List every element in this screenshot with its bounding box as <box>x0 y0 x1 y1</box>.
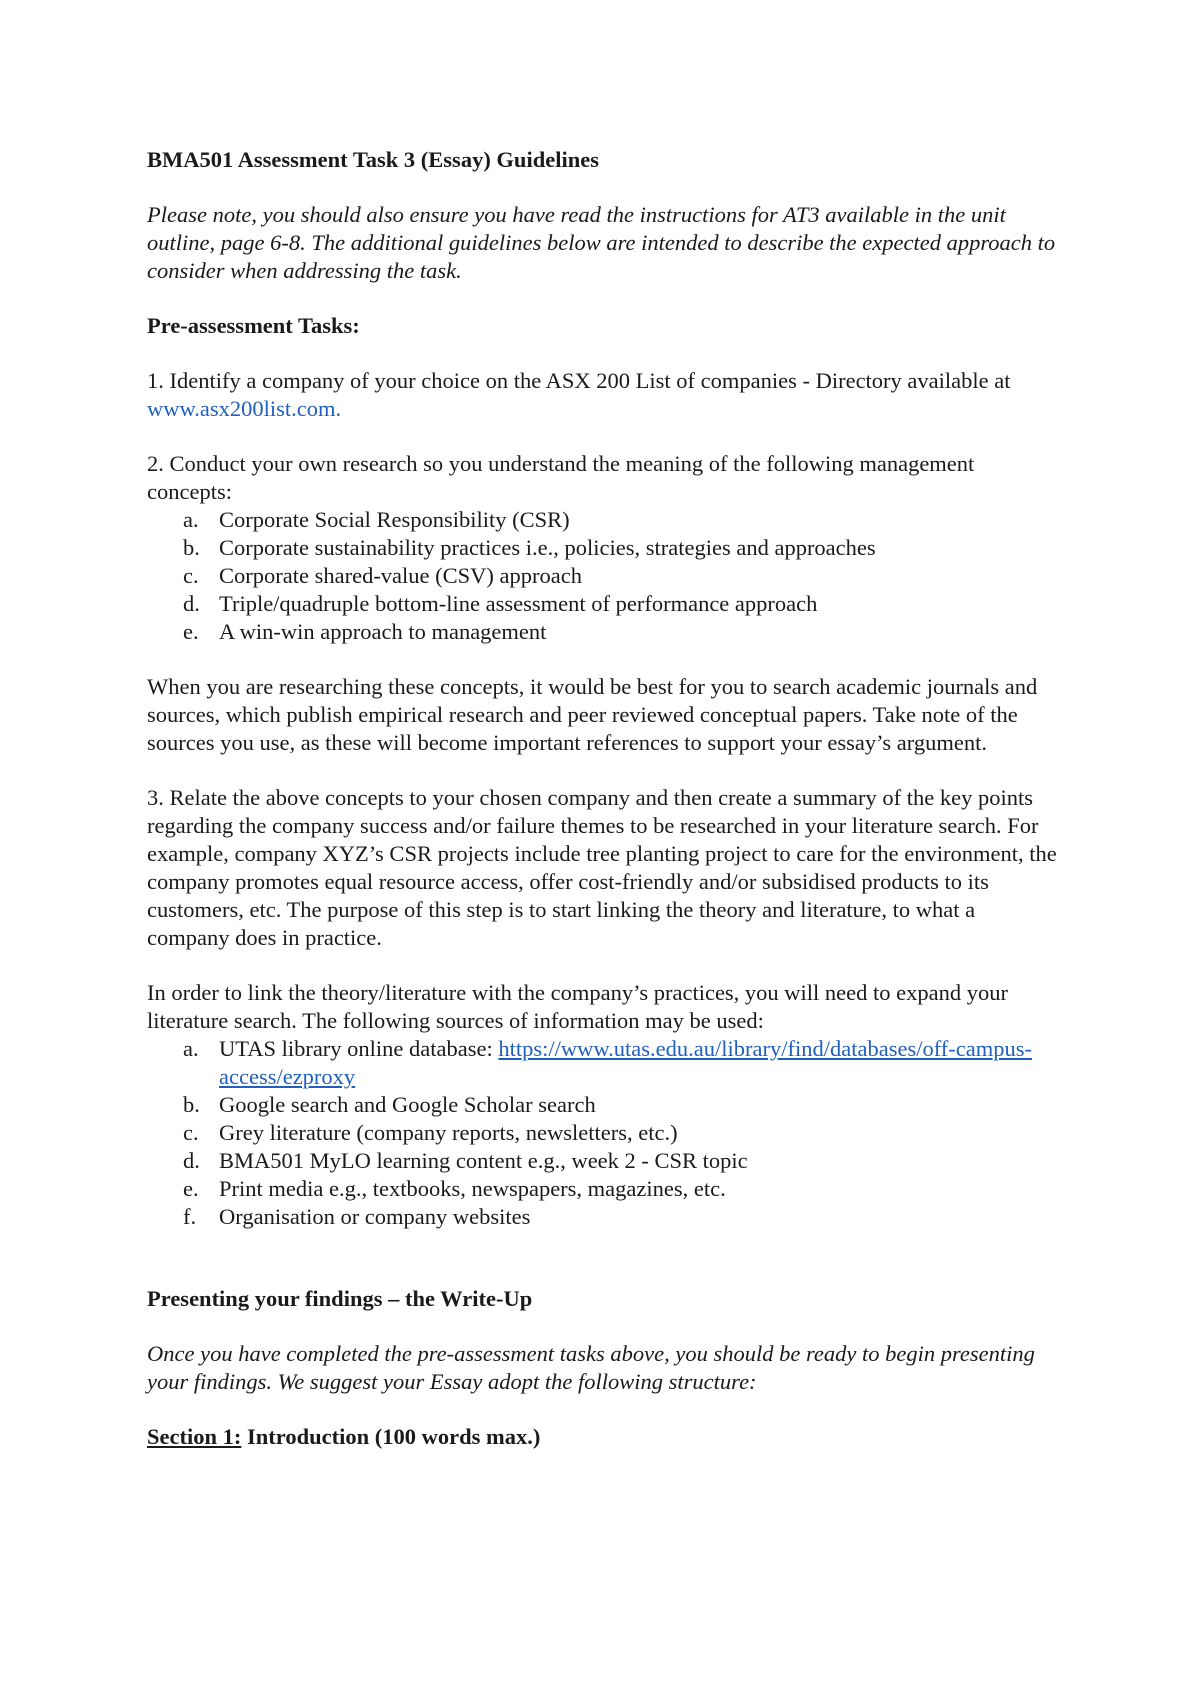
section-1-text: Introduction (100 words max.) <box>241 1424 541 1449</box>
concepts-list <box>147 506 1060 646</box>
list-marker: a. <box>183 1036 199 1061</box>
list-item-text: Organisation or company websites <box>219 1204 531 1229</box>
utas-library-link[interactable]: https://www.utas.edu.au/library/find/databases/off-campus-access/ezproxy <box>219 1036 1032 1089</box>
list-item-text: Corporate shared-value (CSV) approach <box>219 563 582 588</box>
list-item-text: UTAS library online database: <box>219 1036 499 1061</box>
list-item-text: Triple/quadruple bottom-line assessment of performance approach <box>219 591 818 616</box>
step-3: 3. Relate the above concepts to your chosen company and then create a summary of the key points regarding the company success and/or failure themes to be researched in your literature search. For example, company XYZ’s CSR projects include tree planting project to care for the environment, the company promotes equal resource access, offer cost-friendly and/or subsidised products to its customers, etc. The purpose of this step is to start linking the theory and literature, to what a company does in practice. <box>147 785 1057 950</box>
step-1 <box>147 367 1060 423</box>
list-item-text: Grey literature (company reports, newsletters, etc.) <box>219 1120 678 1145</box>
list-item <box>147 506 1060 534</box>
intro-note: Please note, you should also ensure you have read the instructions for AT3 available in the unit outline, page 6-8. The additional guidelines below are intended to describe the expected approach to consider when addressing the task. <box>147 202 1056 283</box>
section-1-heading <box>147 1423 1060 1451</box>
list-item-text: BMA501 MyLO learning content e.g., week 2 - CSR topic <box>219 1148 748 1173</box>
list-marker: e. <box>183 1176 199 1201</box>
list-item <box>147 562 1060 590</box>
list-item <box>147 534 1060 562</box>
list-item <box>147 1147 1060 1175</box>
list-item <box>147 1035 1060 1091</box>
step-1-text: 1. Identify a company of your choice on the ASX 200 List of companies - Directory available at <box>147 368 1011 393</box>
list-item-text: Print media e.g., textbooks, newspapers, magazines, etc. <box>219 1176 726 1201</box>
sources-list <box>147 1035 1060 1231</box>
document-title: BMA501 Assessment Task 3 (Essay) Guidelines <box>147 147 599 172</box>
list-item <box>147 590 1060 618</box>
list-item-text: Google search and Google Scholar search <box>219 1092 596 1117</box>
asx200-link[interactable]: www.asx200list.com. <box>147 396 342 421</box>
list-item <box>147 618 1060 646</box>
list-marker: b. <box>183 535 200 560</box>
list-marker: c. <box>183 1120 199 1145</box>
list-item <box>147 1091 1060 1119</box>
list-marker: d. <box>183 1148 200 1173</box>
list-marker: f. <box>183 1204 197 1229</box>
list-item <box>147 1119 1060 1147</box>
list-marker: b. <box>183 1092 200 1117</box>
list-item-text: Corporate Social Responsibility (CSR) <box>219 507 570 532</box>
list-marker: d. <box>183 591 200 616</box>
sources-intro: In order to link the theory/literature with the company’s practices, you will need to expand your literature search. The following sources of information may be used: <box>147 980 1008 1033</box>
write-up-note: Once you have completed the pre-assessment tasks above, you should be ready to begin presenting your findings. We suggest your Essay adopt the following structure: <box>147 1341 1035 1394</box>
list-marker: a. <box>183 507 199 532</box>
section-1-label: Section 1: <box>147 1424 242 1449</box>
step-2: 2. Conduct your own research so you understand the meaning of the following management concepts: <box>147 451 975 504</box>
pre-assessment-heading: Pre-assessment Tasks: <box>147 313 360 338</box>
list-item <box>147 1175 1060 1203</box>
write-up-heading: Presenting your findings – the Write-Up <box>147 1286 533 1311</box>
list-item-text: A win-win approach to management <box>219 619 547 644</box>
list-marker: e. <box>183 619 199 644</box>
list-item <box>147 1203 1060 1231</box>
research-note: When you are researching these concepts, it would be best for you to search academic journals and sources, which publish empirical research and peer reviewed conceptual papers. Take note of the sources you use, as these will become important references to support your essay’s argument. <box>147 674 1038 755</box>
list-marker: c. <box>183 563 199 588</box>
list-item-text: Corporate sustainability practices i.e., policies, strategies and approaches <box>219 535 876 560</box>
